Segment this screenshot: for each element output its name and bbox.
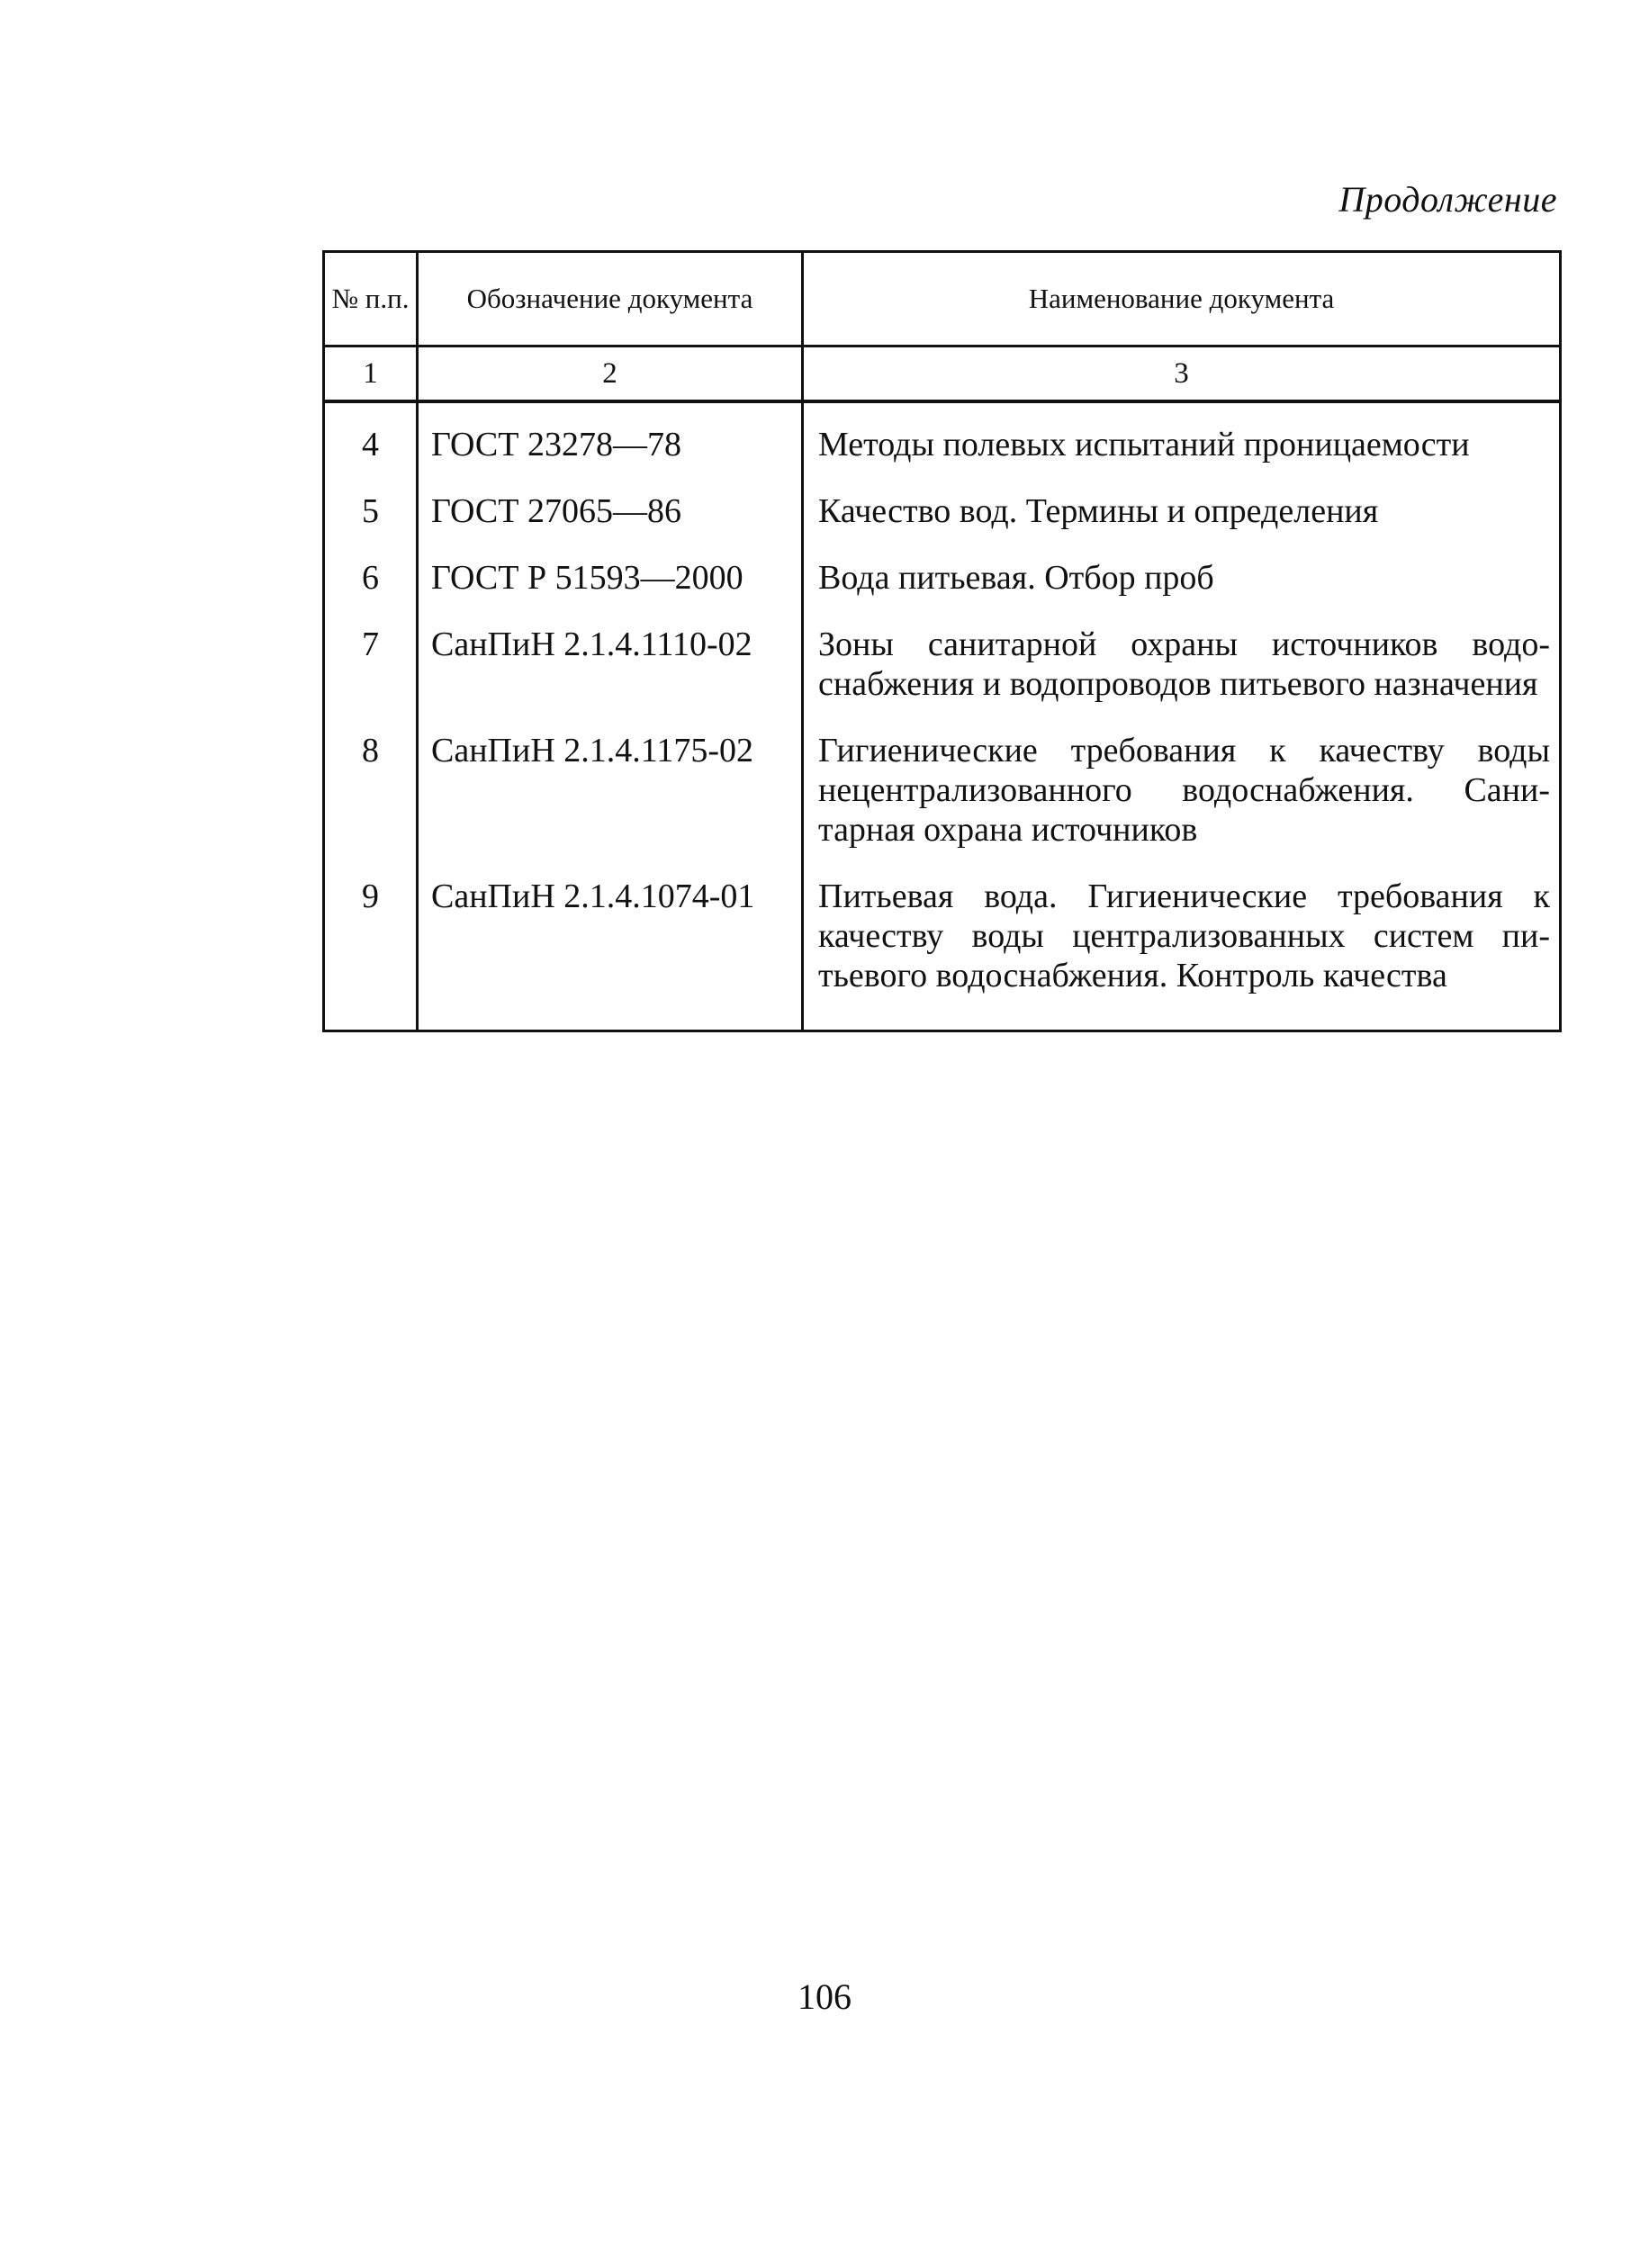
table-row bbox=[324, 722, 1561, 868]
table-row bbox=[324, 868, 1561, 1031]
document-name: Методы полевых испытаний проницаемости bbox=[803, 401, 1561, 482]
document-name: Гигиенические требования к качеству воды нецентрализованного водоснабжения. Санитарная охрана источников bbox=[803, 722, 1561, 868]
column-number-row bbox=[324, 346, 1561, 402]
row-number: 6 bbox=[324, 549, 418, 616]
document-designation: СанПиН 2.1.4.1175-02 bbox=[418, 722, 803, 868]
table-row bbox=[324, 616, 1561, 722]
reference-documents-table bbox=[322, 250, 1562, 1032]
header-designation: Обозначение документа bbox=[418, 252, 803, 346]
document-name: Питьевая вода. Гигиенические требования к качеству воды централизованных систем питьевого водоснабжения. Контроль качества bbox=[803, 868, 1561, 1031]
column-number: 1 bbox=[324, 346, 418, 402]
document-name: Зоны санитарной охраны источников водоснабжения и водопроводов питьевого назначения bbox=[803, 616, 1561, 722]
table-row bbox=[324, 401, 1561, 482]
row-number: 8 bbox=[324, 722, 418, 868]
table-header-row bbox=[324, 252, 1561, 346]
document-designation: ГОСТ 27065—86 bbox=[418, 482, 803, 549]
document-name: Вода питьевая. Отбор проб bbox=[803, 549, 1561, 616]
document-designation: ГОСТ Р 51593—2000 bbox=[418, 549, 803, 616]
column-number: 3 bbox=[803, 346, 1561, 402]
page-number: 106 bbox=[797, 1976, 852, 2017]
row-number: 5 bbox=[324, 482, 418, 549]
table-row bbox=[324, 482, 1561, 549]
table-row bbox=[324, 549, 1561, 616]
row-number: 9 bbox=[324, 868, 418, 1031]
continuation-label: Продолжение bbox=[1338, 179, 1557, 220]
document-name: Качество вод. Термины и определения bbox=[803, 482, 1561, 549]
header-name: Наименование документа bbox=[803, 252, 1561, 346]
column-number: 2 bbox=[418, 346, 803, 402]
row-number: 7 bbox=[324, 616, 418, 722]
document-designation: СанПиН 2.1.4.1110-02 bbox=[418, 616, 803, 722]
row-number: 4 bbox=[324, 401, 418, 482]
document-designation: ГОСТ 23278—78 bbox=[418, 401, 803, 482]
header-num: № п.п. bbox=[324, 252, 418, 346]
document-designation: СанПиН 2.1.4.1074-01 bbox=[418, 868, 803, 1031]
